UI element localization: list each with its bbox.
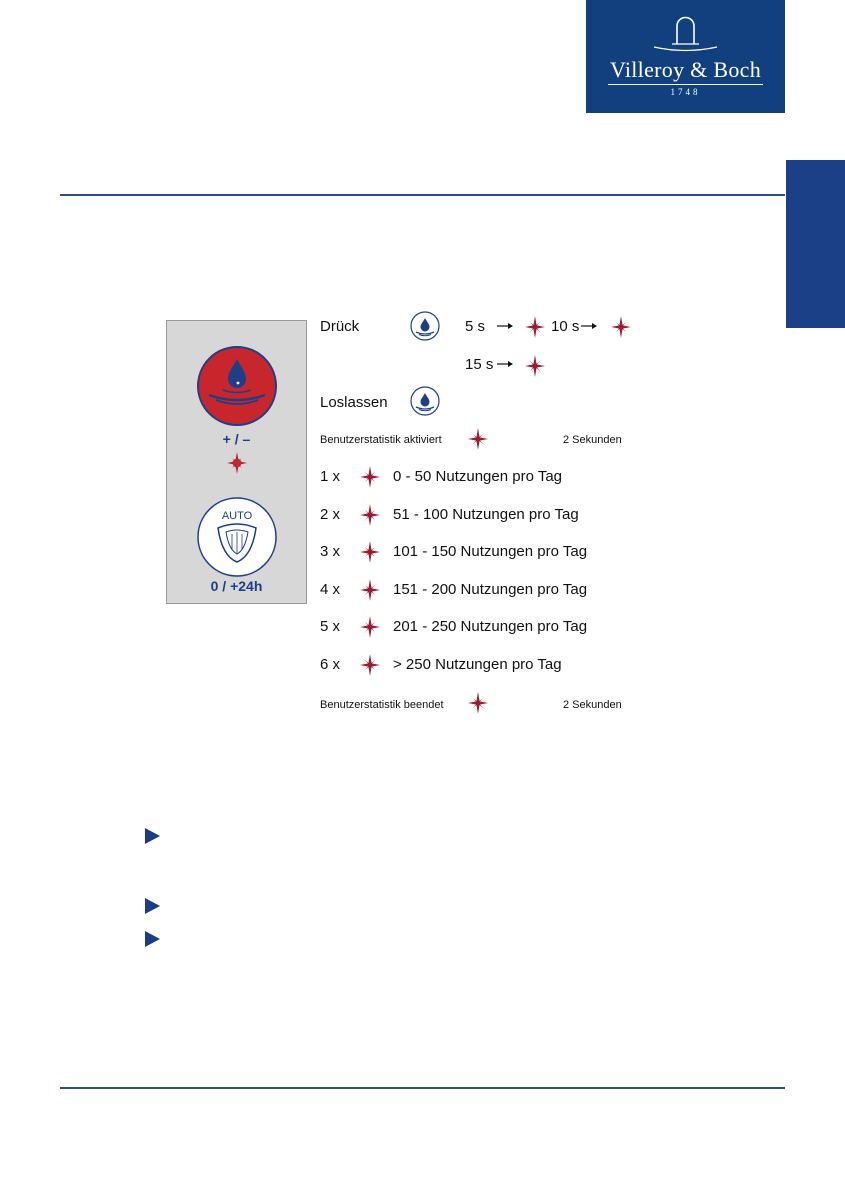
red-star-flash-icon — [358, 465, 382, 489]
logo-brand-text: Villeroy & Boch — [609, 57, 762, 82]
usage-count: 1 x — [320, 468, 341, 485]
arrow-right-icon — [496, 359, 514, 369]
usage-count: 6 x — [320, 656, 341, 673]
usage-range-text: 51 - 100 Nutzungen pro Tag — [393, 506, 579, 523]
stat-activated-duration: 2 Sekunden — [563, 434, 622, 446]
arrow-right-icon — [496, 321, 514, 331]
usage-range-text: 101 - 150 Nutzungen pro Tag — [393, 543, 588, 560]
flush-button[interactable] — [196, 345, 278, 427]
fountain-arch-icon — [586, 14, 785, 54]
status-led-icon — [226, 452, 248, 474]
release-label: Loslassen — [320, 394, 388, 411]
flush-button-icon — [409, 385, 441, 417]
auto-text: AUTO — [221, 510, 253, 522]
usage-range-text: 0 - 50 Nutzungen pro Tag — [393, 468, 563, 485]
flush-button-icon — [409, 310, 441, 342]
control-panel — [166, 320, 307, 604]
red-star-flash-icon — [523, 354, 547, 378]
time-15s: 15 s — [465, 356, 494, 373]
red-star-flash-icon — [358, 540, 382, 564]
stat-activated-text: Benutzerstatistik aktiviert — [320, 434, 442, 446]
usage-range-text: 201 - 250 Nutzungen pro Tag — [393, 618, 588, 635]
red-star-flash-icon — [466, 691, 490, 715]
usage-range-text: 151 - 200 Nutzungen pro Tag — [393, 581, 588, 598]
flush-button-label: + / – — [222, 431, 251, 447]
logo-rule — [608, 84, 763, 85]
usage-count: 3 x — [320, 543, 341, 560]
red-star-flash-icon — [358, 578, 382, 602]
triangle-bullet-icon — [145, 898, 160, 914]
usage-count: 4 x — [320, 581, 341, 598]
red-star-flash-icon — [358, 615, 382, 639]
arrow-right-icon — [580, 321, 598, 331]
auto-button-label: 0 / +24h — [210, 578, 263, 594]
triangle-bullet-icon — [145, 931, 160, 947]
footer-rule — [60, 1087, 785, 1089]
stat-ended-duration: 2 Sekunden — [563, 699, 622, 711]
red-star-flash-icon — [358, 653, 382, 677]
side-tab — [786, 160, 845, 328]
auto-button[interactable] — [196, 496, 278, 578]
brand-logo — [586, 0, 785, 113]
time-10s: 10 s — [551, 318, 580, 335]
usage-count: 5 x — [320, 618, 341, 635]
red-star-flash-icon — [609, 315, 633, 339]
logo-year: 1748 — [670, 87, 701, 97]
red-star-flash-icon — [466, 427, 490, 451]
stat-ended-text: Benutzerstatistik beendet — [320, 699, 444, 711]
red-star-flash-icon — [358, 503, 382, 527]
usage-range-text: > 250 Nutzungen pro Tag — [393, 656, 562, 673]
press-label: Drück — [320, 318, 360, 335]
triangle-bullet-icon — [145, 828, 160, 844]
red-star-flash-icon — [523, 315, 547, 339]
time-5s: 5 s — [465, 318, 486, 335]
usage-count: 2 x — [320, 506, 341, 523]
header-rule — [60, 194, 785, 196]
